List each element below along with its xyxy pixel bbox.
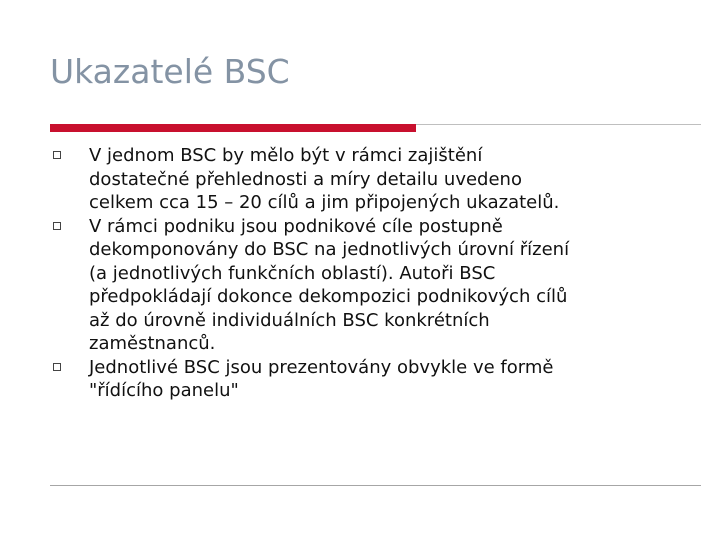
- bullet-text-line: zaměstnanců.: [89, 333, 216, 354]
- square-bullet-icon: [53, 222, 61, 230]
- title-divider: [50, 124, 701, 134]
- bullet-text-line: dekomponovány do BSC na jednotlivých úrovní řízení: [89, 239, 570, 260]
- bullet-text-line: V rámci podniku jsou podnikové cíle postupně: [89, 215, 503, 237]
- bullet-item: [50, 356, 690, 403]
- footer-divider: [50, 485, 701, 486]
- bullet-item: [50, 215, 690, 356]
- bullet-text-line: V jednom BSC by mělo být v rámci zajištění: [89, 145, 483, 166]
- bullet-text-line: předpokládají dokonce dekompozici podnikových cílů: [89, 286, 568, 307]
- square-bullet-icon: [53, 363, 61, 371]
- slide-title: Ukazatelé BSC: [50, 52, 290, 91]
- bullet-text-line: (a jednotlivých funkčních oblastí). Autoři BSC: [89, 262, 496, 284]
- bullet-text-line: celkem cca 15 – 20 cílů a jim připojených ukazatelů.: [89, 192, 560, 213]
- bullet-list: [50, 144, 690, 403]
- bullet-text-line: dostatečné přehlednosti a míry detailu uvedeno: [89, 168, 522, 190]
- bullet-text-line: "řídícího panelu": [89, 380, 239, 401]
- bullet-item: [50, 144, 690, 215]
- bullet-text-line: až do úrovně individuálních BSC konkrétních: [89, 309, 490, 331]
- title-accent-bar: [50, 124, 416, 132]
- square-bullet-icon: [53, 151, 61, 159]
- bullet-text-line: Jednotlivé BSC jsou prezentovány obvykle ve formě: [89, 356, 554, 378]
